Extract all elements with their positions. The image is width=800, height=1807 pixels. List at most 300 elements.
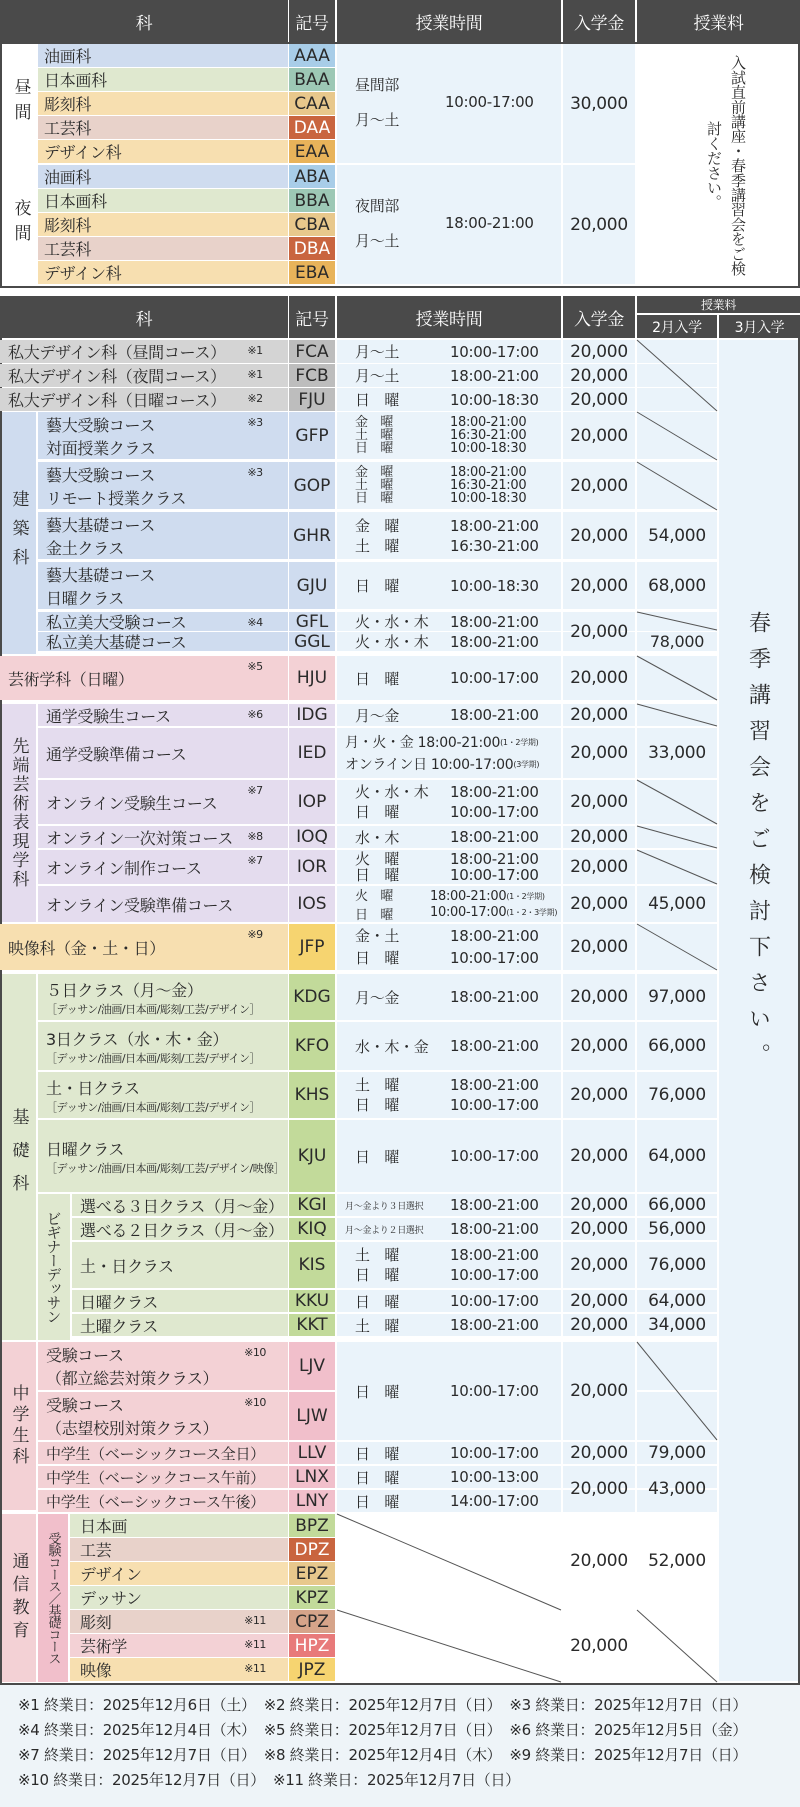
days-line: 土 曜 <box>355 1076 400 1094</box>
days: 水・木 <box>355 828 400 847</box>
note-mark: ※3 <box>247 415 263 429</box>
days: 日 曜 <box>355 1492 400 1511</box>
entrance-fee: 20,000 <box>570 987 628 1007</box>
course-name <box>46 412 236 459</box>
course-code: IDG <box>289 704 335 726</box>
course-name <box>46 974 286 1020</box>
header1-nyugaku: 入学金 <box>563 0 635 42</box>
dept-name: 油画科 <box>38 165 288 188</box>
time: 10:00-17:00 <box>450 1147 539 1165</box>
dept-name: 油画科 <box>38 44 288 67</box>
header2-jugyo: 授業料 <box>637 296 800 313</box>
days-line: 日 曜 <box>355 491 394 506</box>
course-name-line: 受験コース <box>46 1346 124 1365</box>
course-code: KHS <box>289 1072 335 1118</box>
course-name: 土・日クラス <box>80 1256 174 1276</box>
entrance-fee: 20,000 <box>570 937 628 957</box>
days <box>355 1242 435 1288</box>
course-name <box>46 462 236 509</box>
times <box>450 1072 555 1118</box>
tuition-feb: 78,000 <box>649 632 705 651</box>
course-name: オンライン受験生コース <box>46 793 218 813</box>
course-code: KKU <box>289 1290 335 1312</box>
note-mark: ※10 <box>244 1345 266 1359</box>
entrance-fee: 30,000 <box>563 44 635 163</box>
course-name: オンライン一次対策コース <box>46 828 234 848</box>
course-code: GFP <box>289 412 335 459</box>
dept-code: CBA <box>289 213 335 236</box>
course-code: IED <box>289 728 335 778</box>
entrance-fee: 20,000 <box>570 1195 628 1215</box>
times-line: 10:00-17:00 <box>450 866 539 884</box>
course-name: 彫刻 <box>80 1613 112 1632</box>
note-mark: ※9 <box>247 927 263 941</box>
feb-bg <box>637 364 717 387</box>
course-name: 中学生（ベーシックコース全日） <box>46 1444 265 1463</box>
course-code: KGI <box>289 1194 335 1216</box>
entrance-fee: 20,000 <box>570 668 628 688</box>
dept-name: 彫刻科 <box>38 213 288 236</box>
days: 月～土 <box>355 343 400 361</box>
course-code: FCA <box>289 340 335 363</box>
footnote: ※7 終業日：2025年12月7日（日） <box>18 1745 256 1764</box>
times-line: 18:00-21:00 <box>450 1076 539 1094</box>
header2-mar: 3月入学 <box>719 315 800 338</box>
days-line: 日 曜 <box>355 866 400 884</box>
note-mark: ※1 <box>247 367 263 381</box>
times-line: 16:30-21:00 <box>450 536 539 555</box>
days-line: 土 曜 <box>355 428 394 443</box>
footnote: ※5 終業日：2025年12月7日（日） <box>263 1720 502 1739</box>
days: 日 曜 <box>355 669 400 688</box>
course-name <box>46 1392 236 1440</box>
note-mark: ※11 <box>244 1661 266 1675</box>
dept-code: AAA <box>289 44 335 67</box>
footnote-line <box>18 1692 793 1716</box>
times-line: 10:00-17:00 <box>450 1266 539 1284</box>
feb-bg <box>637 924 717 970</box>
course-name <box>46 1022 286 1070</box>
footnote: ※10 終業日：2025年12月7日（日） <box>18 1770 265 1789</box>
group-chugaku: 中学生科 <box>8 1384 29 1468</box>
dept-code: DAA <box>289 116 335 139</box>
tuition-feb: 33,000 <box>648 743 706 763</box>
days-line: 日 曜 <box>355 1266 400 1284</box>
tsushin-sub: 受験コース／基礎コース <box>45 1532 61 1664</box>
tuition-feb: 52,000 <box>648 1551 706 1571</box>
days-line: 土 曜 <box>355 478 394 493</box>
days: 火・水・木 <box>355 633 429 651</box>
entrance-fee: 20,000 <box>570 1255 628 1275</box>
course-code: DPZ <box>289 1538 335 1561</box>
footnote-line <box>18 1717 793 1741</box>
course-name-line: 対面授業クラス <box>46 438 156 458</box>
days-line: 火 曜 <box>355 850 400 868</box>
course-name-line: 土・日クラス <box>46 1078 140 1098</box>
group-kenchiku: 建築科 <box>8 489 29 577</box>
course-name-line: 3日クラス（水・木・金） <box>46 1029 229 1049</box>
course-code: LNY <box>289 1490 335 1512</box>
schedule2 <box>345 754 560 774</box>
days-line: 土 曜 <box>355 536 400 555</box>
time: 10:00-17:00 <box>450 669 539 687</box>
course-name-line: 藝大基礎コース <box>46 565 156 585</box>
tuition-feb: 43,000 <box>648 1479 706 1499</box>
tuition-feb: 68,000 <box>648 575 706 596</box>
time: 10:00-17:00 <box>450 1292 539 1310</box>
course-name: 日本画 <box>80 1517 128 1536</box>
course-code: KIS <box>289 1242 335 1288</box>
footnote: ※8 終業日：2025年12月4日（木） <box>263 1745 502 1764</box>
group-hiru: 昼間 <box>10 78 31 128</box>
feb-bg <box>637 780 717 824</box>
days-line: 日 曜 <box>355 803 400 821</box>
times-line: 18:00-21:00 <box>450 1246 539 1264</box>
tuition-feb: 54,000 <box>648 525 706 546</box>
t: 10:00-17:00 <box>430 904 507 920</box>
dept-name: デザイン科 <box>38 140 288 163</box>
note-mark: ※1 <box>247 343 263 357</box>
entrance-fee: 20,000 <box>570 1551 628 1571</box>
header2-nyugaku: 入学金 <box>563 296 635 338</box>
header2-jikan: 授業時間 <box>337 296 561 338</box>
course-name <box>46 1342 236 1390</box>
feb-bg <box>637 388 717 411</box>
times-line: 18:00-21:00 <box>450 850 539 868</box>
times <box>450 512 555 559</box>
course-code: KFO <box>289 1022 335 1070</box>
course-code: GGL <box>289 632 335 651</box>
times <box>450 780 555 824</box>
tuition-feb: 66,000 <box>648 1195 706 1215</box>
course-name <box>46 1072 286 1118</box>
days: 水・木・金 <box>355 1037 429 1056</box>
course-name-line: ５日クラス（月～金） <box>46 980 203 1000</box>
course-name: 選べる３日クラス（月～金） <box>80 1196 284 1216</box>
course-code: GOP <box>289 462 335 509</box>
dept-name: 工芸科 <box>38 237 288 260</box>
time: 10:00-18:30 <box>450 390 539 409</box>
time2 <box>430 904 560 920</box>
days: 日 曜 <box>355 577 400 595</box>
course-code: IOP <box>289 780 335 824</box>
course-name <box>46 562 236 609</box>
times-line: 18:00-21:00 <box>450 415 527 430</box>
footnote-line <box>18 1742 793 1766</box>
days-line: 金 曜 <box>355 465 394 480</box>
course-name: 選べる２日クラス（月～金） <box>80 1220 284 1240</box>
days: 月～金 <box>355 988 400 1007</box>
times <box>450 1242 555 1288</box>
course-code: BPZ <box>289 1514 335 1537</box>
course-name: 映像 <box>80 1661 112 1680</box>
time1 <box>430 888 560 904</box>
dept-code: EAA <box>289 140 335 163</box>
days: 火・水・木 <box>355 613 429 631</box>
course-name: 私大デザイン科（昼間コース） <box>8 343 226 362</box>
tuition-feb: 76,000 <box>648 1255 706 1275</box>
course-name: 私立美大基礎コース <box>46 633 187 652</box>
time: 18:00-21:00 <box>450 632 539 651</box>
days: 日 曜 <box>355 1292 400 1311</box>
days <box>355 1072 435 1118</box>
footnote: ※4 終業日：2025年12月4日（木） <box>18 1720 256 1739</box>
note-mark: ※7 <box>247 783 263 797</box>
term: (1・2・3学期) <box>506 907 558 917</box>
course-name-line: （志望校別対策クラス） <box>46 1419 219 1438</box>
time: 10:00-18:30 <box>450 576 539 595</box>
tuition-feb: 66,000 <box>648 1036 706 1056</box>
tuition-feb: 64,000 <box>648 1146 706 1166</box>
times-line: 18:00-21:00 <box>450 516 539 535</box>
header1-jugyo: 授業料 <box>637 0 800 42</box>
times-line: 16:30-21:00 <box>450 428 527 443</box>
entrance-fee: 20,000 <box>570 1036 628 1056</box>
days-line: 日 曜 <box>355 949 400 967</box>
course-name-line: （都立総芸対策クラス） <box>46 1369 219 1388</box>
course-code: KKT <box>289 1314 335 1336</box>
entrance-fee: 20,000 <box>570 1479 628 1499</box>
feb-bg <box>637 612 717 631</box>
dept-code: CAA <box>289 92 335 115</box>
days <box>355 512 425 559</box>
feb-bg <box>637 462 717 509</box>
group-yoru: 夜間 <box>10 199 31 249</box>
note-text: 入試直前講座・春季講習会をご検討ください。 <box>705 54 747 276</box>
entrance-fee: 20,000 <box>570 621 628 642</box>
days-line: 火・水・木 <box>355 783 429 801</box>
tuition-feb: 34,000 <box>648 1315 706 1335</box>
course-name: 私大デザイン科（夜間コース） <box>8 367 226 386</box>
times-line: 18:00-21:00 <box>450 783 539 801</box>
course-name: 土曜クラス <box>80 1316 159 1336</box>
tuition-feb: 97,000 <box>648 987 706 1007</box>
feb-bg <box>637 1392 717 1440</box>
entrance-fee: 20,000 <box>570 1315 628 1335</box>
footnote: ※9 終業日：2025年12月7日（日） <box>509 1745 748 1764</box>
time: 18:00-21:00 <box>450 366 539 385</box>
time: 10:00-17:00 <box>450 1382 539 1400</box>
time: 10:00-13:00 <box>450 1468 539 1486</box>
times-line: 10:00-18:30 <box>450 441 527 456</box>
entrance-fee: 20,000 <box>570 365 628 386</box>
course-name: 映像科（金・土・日） <box>8 938 166 958</box>
days <box>355 412 425 459</box>
course-name <box>46 1120 286 1192</box>
entrance-fee: 20,000 <box>570 1443 628 1463</box>
time: 18:00-21:00 <box>450 828 539 846</box>
entrance-fee: 20,000 <box>570 1636 628 1656</box>
dept-name: 日本画科 <box>38 189 288 212</box>
days: 日 曜 <box>355 1382 400 1401</box>
time: 10:00-17:00 <box>445 93 534 111</box>
beginner-label: ビギナーデッサン <box>44 1211 63 1323</box>
time: 18:00-21:00 <box>445 214 534 232</box>
entrance-fee: 20,000 <box>570 792 628 812</box>
footnote: ※3 終業日：2025年12月7日（日） <box>509 1695 748 1714</box>
time: 10:00-17:00 <box>450 1444 539 1462</box>
entrance-fee: 20,000 <box>570 1291 628 1311</box>
course-name: オンライン制作コース <box>46 858 202 878</box>
course-code: KPZ <box>289 1586 335 1609</box>
footnote: ※1 終業日：2025年12月6日（土） <box>18 1695 256 1714</box>
feb-bg <box>637 412 717 459</box>
tuition-feb: 79,000 <box>648 1443 706 1463</box>
feb-bg <box>637 656 717 700</box>
course-name: デザイン <box>80 1565 142 1584</box>
course-name-line: ［デッサン/油画/日本画/彫刻/工芸/デザイン/映像］ <box>46 1161 285 1175</box>
times <box>450 462 555 509</box>
days <box>355 886 405 922</box>
footnote-line <box>18 1767 793 1791</box>
spring-note: 春季講習会をご検討下さい。 <box>745 611 771 1079</box>
term: (3学期) <box>513 759 540 769</box>
days-line: 金・土 <box>355 927 400 945</box>
entrance-fee: 20,000 <box>570 1219 628 1239</box>
dept-name: 日本画科 <box>38 68 288 91</box>
days-line: 金 曜 <box>355 516 400 535</box>
header1-ka: 科 <box>0 0 288 42</box>
course-code: HJU <box>289 656 335 700</box>
course-code: LNX <box>289 1466 335 1488</box>
entrance-fee: 20,000 <box>570 475 628 496</box>
division: 昼間部 <box>355 75 400 94</box>
group-tsushin: 通信教育 <box>8 1552 29 1644</box>
course-name-line: ［デッサン/油画/日本画/彫刻/工芸/デザイン］ <box>46 1100 260 1114</box>
course-code: IOQ <box>289 826 335 848</box>
course-code: KDG <box>289 974 335 1020</box>
days-line: 日 曜 <box>355 908 394 923</box>
dept-code: EBA <box>289 261 335 284</box>
term: (1・2学期) <box>500 737 539 747</box>
course-code: FJU <box>289 388 335 411</box>
course-code: KIQ <box>289 1218 335 1240</box>
course-name: 中学生（ベーシックコース午前） <box>46 1468 265 1487</box>
days-line: 火 曜 <box>355 889 394 904</box>
course-code: LLV <box>289 1442 335 1464</box>
dept-name: 彫刻科 <box>38 92 288 115</box>
course-name: 通学受験生コース <box>46 706 171 726</box>
entrance-fee: 20,000 <box>570 743 628 763</box>
entrance-fee: 20,000 <box>570 389 628 410</box>
course-code: IOR <box>289 850 335 884</box>
times-line: 18:00-21:00 <box>450 465 527 480</box>
course-name-line: 日曜クラス <box>46 1139 125 1159</box>
entrance-fee: 20,000 <box>570 1085 628 1105</box>
course-code: JFP <box>289 924 335 970</box>
days: 土 曜 <box>355 1316 400 1335</box>
feb-bg <box>637 340 717 363</box>
feb-bg <box>637 850 717 884</box>
entrance-fee: 20,000 <box>570 894 628 914</box>
entrance-fee: 20,000 <box>570 575 628 596</box>
time: 18:00-21:00 <box>450 988 539 1006</box>
days: 日 曜 <box>355 1147 400 1166</box>
feb-bg <box>637 704 717 726</box>
dept-code: ABA <box>289 165 335 188</box>
tuition-feb: 45,000 <box>648 894 706 914</box>
time: 18:00-21:00 <box>450 612 539 631</box>
t: 18:00-21:00 <box>430 888 507 904</box>
group-kiso: 基礎科 <box>8 1107 29 1207</box>
times-line: 10:00-18:30 <box>450 491 527 506</box>
time: 14:00-17:00 <box>450 1492 539 1510</box>
note-mark: ※5 <box>247 659 263 673</box>
course-name-line: ［デッサン/油画/日本画/彫刻/工芸/デザイン］ <box>46 1051 260 1065</box>
days <box>355 780 435 824</box>
entrance-fee: 20,000 <box>563 165 635 284</box>
course-name: 芸術学科（日曜） <box>8 669 134 689</box>
course-code: CPZ <box>289 1610 335 1633</box>
note-mark: ※7 <box>247 853 263 867</box>
course-name: 日曜クラス <box>80 1292 159 1312</box>
course-code: KJU <box>289 1120 335 1192</box>
days: 月～金より２日選択 <box>345 1225 424 1236</box>
tuition-feb: 64,000 <box>648 1291 706 1311</box>
entrance-fee: 20,000 <box>570 705 628 725</box>
times-line: 10:00-17:00 <box>450 949 539 967</box>
note-mark: ※3 <box>247 465 263 479</box>
course-code: JPZ <box>289 1658 335 1681</box>
dept-code: BBA <box>289 189 335 212</box>
course-name: 中学生（ベーシックコース午後） <box>46 1492 265 1511</box>
note-mark: ※2 <box>247 391 263 405</box>
footnote: ※6 終業日：2025年12月5日（金） <box>509 1720 748 1739</box>
footnote: ※11 終業日：2025年12月7日（日） <box>272 1770 520 1789</box>
course-code: GHR <box>289 512 335 559</box>
times <box>450 924 555 970</box>
header2-kigou: 記号 <box>289 296 335 338</box>
feb-bg <box>637 1342 717 1390</box>
course-name-line: リモート授業クラス <box>46 488 187 508</box>
note-mark: ※10 <box>244 1395 266 1409</box>
course-code: GJU <box>289 562 335 609</box>
course-code: LJW <box>289 1392 335 1440</box>
entrance-fee: 20,000 <box>570 857 628 877</box>
course-code: GFL <box>289 612 335 631</box>
course-name: 私立美大受験コース <box>46 613 187 632</box>
entrance-fee: 20,000 <box>570 1381 628 1401</box>
days: 月～金より３日選択 <box>345 1201 424 1212</box>
course-name-line: 藝大受験コース <box>46 465 156 485</box>
days-line: 土 曜 <box>355 1246 400 1264</box>
sched-text: オンライン日 10:00-17:00 <box>345 757 514 773</box>
entrance-fee: 20,000 <box>570 1146 628 1166</box>
course-code: HPZ <box>289 1634 335 1657</box>
course-code: IOS <box>289 886 335 922</box>
entrance-fee: 20,000 <box>570 525 628 546</box>
course-name: 私大デザイン科（日曜コース） <box>8 391 226 410</box>
course-name-line: 日曜クラス <box>46 588 125 608</box>
times-line: 10:00-17:00 <box>450 1096 539 1114</box>
course-name-line: 藝大受験コース <box>46 415 156 435</box>
course-name: 芸術学 <box>80 1637 128 1656</box>
course-name-line: ［デッサン/油画/日本画/彫刻/工芸/デザイン］ <box>46 1002 260 1016</box>
times <box>450 412 555 459</box>
days <box>355 850 435 884</box>
note-mark: ※6 <box>247 707 263 721</box>
tuition-feb: 56,000 <box>648 1219 706 1239</box>
course-name <box>46 512 236 559</box>
days: 月～土 <box>355 231 400 250</box>
times-line: 10:00-17:00 <box>450 803 539 821</box>
time: 18:00-21:00 <box>450 1196 539 1214</box>
dept-code: DBA <box>289 237 335 260</box>
note-mark: ※11 <box>244 1637 266 1651</box>
days: 日 曜 <box>355 1468 400 1487</box>
schedule1 <box>345 732 560 752</box>
course-code: FCB <box>289 364 335 387</box>
